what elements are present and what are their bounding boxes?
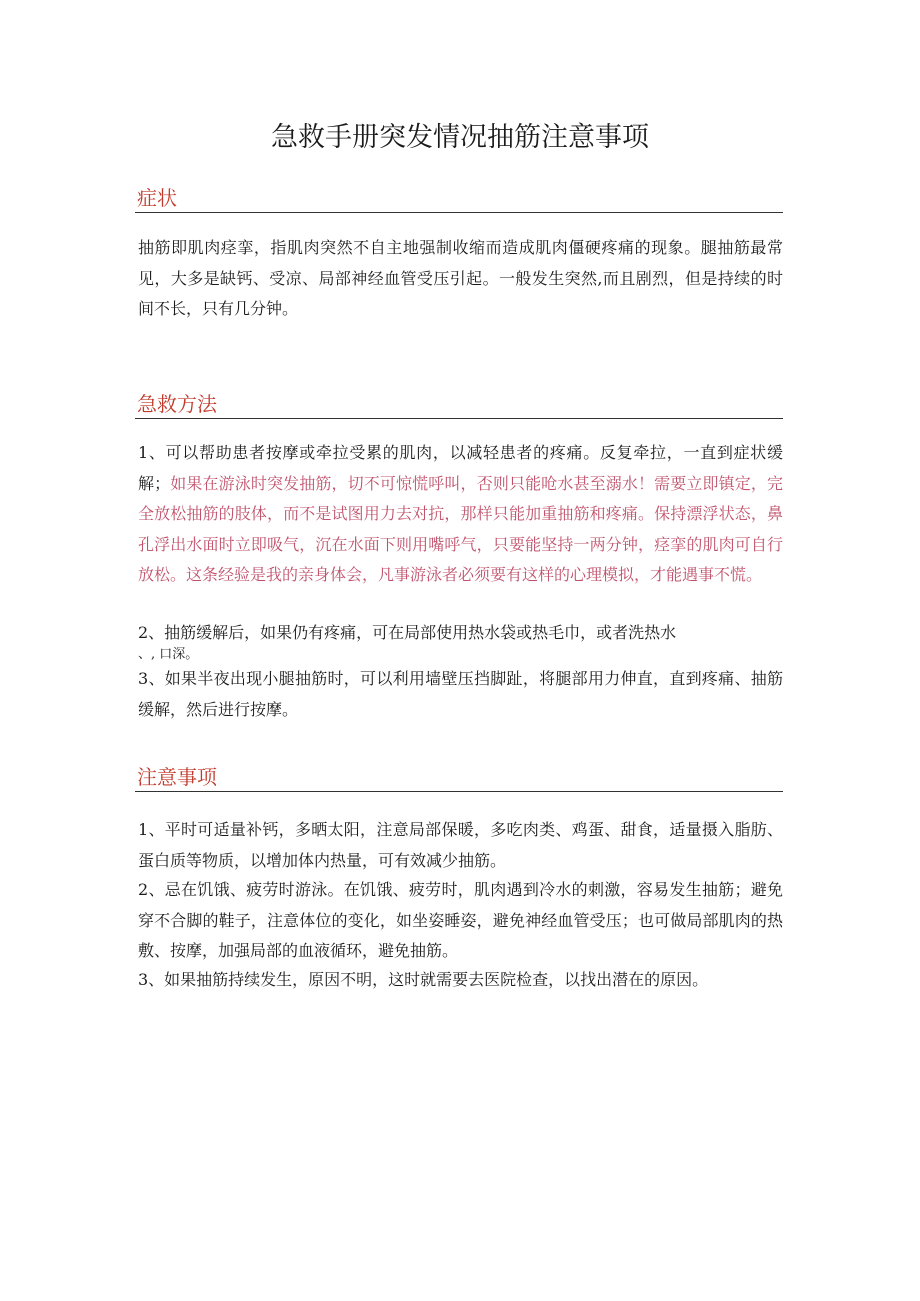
section-heading-text: 注意事项 bbox=[137, 765, 217, 789]
section-heading-text: 症状 bbox=[137, 186, 177, 210]
section-heading-symptoms bbox=[135, 184, 783, 213]
section-heading-first-aid bbox=[135, 390, 783, 419]
precautions-item-1: 1、平时可适量补钙，多晒太阳，注意局部保暖，多吃肉类、鸡蛋、甜食，适量摄入脂肪、蛋白质等物质，以增加体内热量，可有效减少抽筋。 bbox=[138, 820, 783, 870]
section-heading-precautions bbox=[135, 763, 783, 792]
precautions-item-2: 2、忌在饥饿、疲劳时游泳。在饥饿、疲劳时，肌肉遇到冷水的刺激，容易发生抽筋；避免穿不合脚的鞋子，注意体位的变化，如坐姿睡姿，避免神经血管受压；也可做局部肌肉的热敷、按摩，加强局部的血液循环，避免抽筋。 bbox=[138, 880, 783, 960]
section-heading-text: 急救方法 bbox=[137, 392, 217, 416]
first-aid-item-1-text: 1、可以帮助患者按摩或牵拉受累的肌肉，以减轻患者的疼痛。反复牵拉，一直到症状缓解； bbox=[138, 443, 783, 493]
symptoms-paragraph: 抽筋即肌肉痉挛，指肌肉突然不自主地强制收缩而造成肌肉僵硬疼痛的现象。腿抽筋最常见，大多是缺钙、受凉、局部神经血管受压引起。一般发生突然,而且剧烈，但是持续的时间不长，只有几分钟。 bbox=[138, 238, 783, 318]
first-aid-item-3: 3、如果半夜出现小腿抽筋时，可以利用墙壁压挡脚趾，将腿部用力伸直，直到疼痛、抽筋缓解，然后进行按摩。 bbox=[138, 669, 783, 719]
first-aid-item-2: 2、抽筋缓解后，如果仍有疼痛，可在局部使用热水袋或热毛巾，或者洗热水 bbox=[138, 623, 677, 642]
precautions-item-3: 3、如果抽筋持续发生，原因不明，这时就需要去医院检查，以找出潜在的原因。 bbox=[138, 970, 709, 989]
first-aid-item-1-swimming-note: 如果在游泳时突发抽筋，切不可惊慌呼叫，否则只能呛水甚至溺水！需要立即镇定，完全放松抽筋的肢体，而不是试图用力去对抗，那样只能加重抽筋和疼痛。保持漂浮状态，鼻孔浮出水面时立即吸气，沉在水面下则用嘴呼气，只要能坚持一两分钟，痉挛的肌肉可自行放松。这条经验是我的亲身体会，凡事游泳者必须要有这样的心理模拟，才能遇事不慌。 bbox=[138, 473, 783, 584]
document-title: 急救手册突发情况抽筋注意事项 bbox=[271, 122, 649, 153]
first-aid-item-2-tail: 、, 口深。 bbox=[138, 647, 199, 662]
first-aid-item-1 bbox=[138, 438, 783, 591]
